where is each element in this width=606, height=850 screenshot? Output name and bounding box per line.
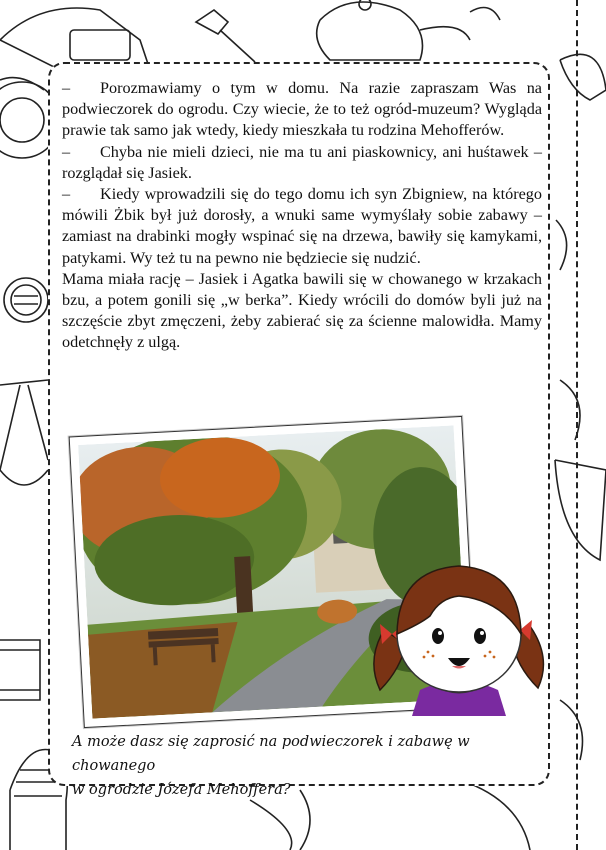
paragraph-text: Chyba nie mieli dzieci, nie ma tu ani piaskownicy, ani huśtawek – rozglądał się Jasiek. bbox=[62, 142, 542, 182]
invitation-line-1: A może dasz się zaprosić na podwieczorek i zabawę w chowanego bbox=[72, 734, 470, 774]
dialogue-dash: – bbox=[62, 142, 71, 161]
story-paragraph-3 bbox=[62, 184, 542, 269]
vase-outline-icon bbox=[560, 54, 606, 100]
dialogue-dash: – bbox=[62, 185, 71, 204]
lamp-outline-icon bbox=[555, 460, 606, 560]
invitation-question bbox=[72, 730, 542, 802]
leaf-outline-icon bbox=[250, 800, 292, 850]
story-paragraph-1 bbox=[62, 78, 542, 142]
page-cut-line bbox=[576, 0, 578, 850]
scales-icon bbox=[0, 380, 48, 485]
dialogue-dash: – bbox=[62, 79, 71, 97]
story-text bbox=[62, 78, 542, 354]
drum-outline-icon bbox=[0, 640, 40, 700]
paragraph-text: Kiedy wprowadzili się do tego domu ich syn Zbigniew, na którego mówili Żbik był już dorosły, a wnuki same wymyślały sobie zabawy – zamiast na drabinki mogły wspinać się na drzewa, bawiły się kamykami, patykami. Wy też tu na pewno nie będziecie się nudzić. bbox=[62, 185, 542, 267]
coin-icon bbox=[4, 278, 48, 322]
invitation-line-2: w ogrodzie Józefa Mehoffera? bbox=[72, 782, 291, 798]
story-paragraph-2 bbox=[62, 142, 542, 184]
paragraph-text: Porozmawiamy o tym w domu. Na razie zapraszam Was na podwieczorek do ogrodu. Czy wiecie, że to też ogród-muzeum? Wygląda prawie tak samo jak wtedy, kiedy mieszkała tu rodzina Mehofferów. bbox=[62, 79, 542, 140]
story-paragraph-4: Mama miała rację – Jasiek i Agatka bawili się w chowanego w krzakach bzu, a potem gonili się „w berka”. Kiedy wrócili do domów byli już na szczęście zbyt zmęczeni, żeby zabierać się za ścienne malowidła. Mamy odetchnęły z ulgą. bbox=[62, 269, 542, 352]
girl-character-illustration bbox=[370, 540, 548, 716]
teapot-icon bbox=[317, 0, 500, 60]
lantern-icon bbox=[196, 10, 255, 62]
